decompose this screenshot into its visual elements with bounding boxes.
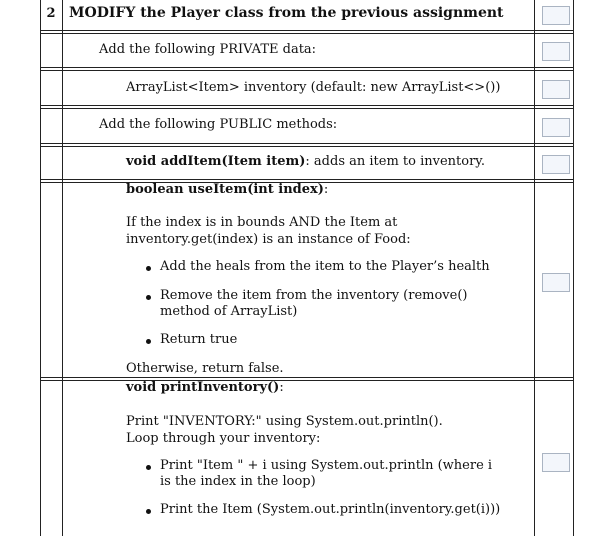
- checkbox[interactable]: [542, 155, 570, 174]
- use-item-bullet-1: Add the heals from the item to the Player’s health: [160, 259, 490, 274]
- use-item-bullet-2-line2: method of ArrayList): [160, 304, 298, 319]
- use-item-otherwise: Otherwise, return false.: [126, 361, 284, 376]
- bullet-icon: [146, 509, 151, 514]
- private-data-heading: Add the following PRIVATE data:: [99, 42, 317, 57]
- row-separator: [40, 105, 573, 109]
- use-item-condition-line2: inventory.get(index) is an instance of Food:: [126, 232, 411, 247]
- print-inventory-bullet-1-line1: Print "Item " + i using System.out.println (where i: [160, 458, 493, 473]
- print-inventory-line2: Loop through your inventory:: [126, 431, 321, 446]
- add-item-description: : adds an item to inventory.: [305, 154, 486, 169]
- row-separator: [40, 377, 573, 381]
- use-item-signature-suffix: :: [323, 182, 329, 197]
- checkbox[interactable]: [542, 42, 570, 61]
- public-methods-heading: Add the following PUBLIC methods:: [99, 117, 338, 132]
- row-separator: [40, 30, 573, 34]
- checkbox-column-left-divider: [534, 0, 535, 536]
- use-item-bullet-2-line1: Remove the item from the inventory (remove(): [160, 288, 468, 303]
- checkbox[interactable]: [542, 453, 570, 472]
- add-item-signature: void addItem(Item item): [126, 154, 306, 169]
- row-separator: [40, 67, 573, 71]
- print-inventory-line1: Print "INVENTORY:" using System.out.println().: [126, 414, 443, 429]
- table-left-border: [40, 0, 41, 536]
- use-item-row: [126, 182, 328, 197]
- print-inventory-bullet-2: Print the Item (System.out.println(inventory.get(i))): [160, 502, 501, 517]
- inventory-field-text: ArrayList<Item> inventory (default: new ArrayList<>()): [126, 80, 501, 95]
- checkbox[interactable]: [542, 80, 570, 99]
- print-inventory-bullet-1-line2: is the index in the loop): [160, 474, 316, 489]
- checkbox[interactable]: [542, 118, 570, 137]
- use-item-condition-line1: If the index is in bounds AND the Item at: [126, 215, 398, 230]
- row-separator: [40, 143, 573, 147]
- bullet-icon: [146, 295, 151, 300]
- print-inventory-signature-suffix: :: [279, 380, 284, 395]
- bullet-icon: [146, 339, 151, 344]
- print-inventory-row: [126, 380, 284, 395]
- bullet-icon: [146, 266, 151, 271]
- add-item-row: [126, 154, 485, 169]
- checkbox[interactable]: [542, 273, 570, 292]
- use-item-bullet-3: Return true: [160, 332, 238, 347]
- table-right-border: [573, 0, 574, 536]
- checkbox[interactable]: [542, 6, 570, 25]
- number-column-divider: [62, 0, 63, 536]
- item-number: 2: [46, 6, 56, 21]
- section-heading: MODIFY the Player class from the previous assignment: [69, 5, 504, 21]
- print-inventory-signature: void printInventory(): [126, 380, 280, 395]
- use-item-signature: boolean useItem(int index): [126, 182, 324, 197]
- bullet-icon: [146, 465, 151, 470]
